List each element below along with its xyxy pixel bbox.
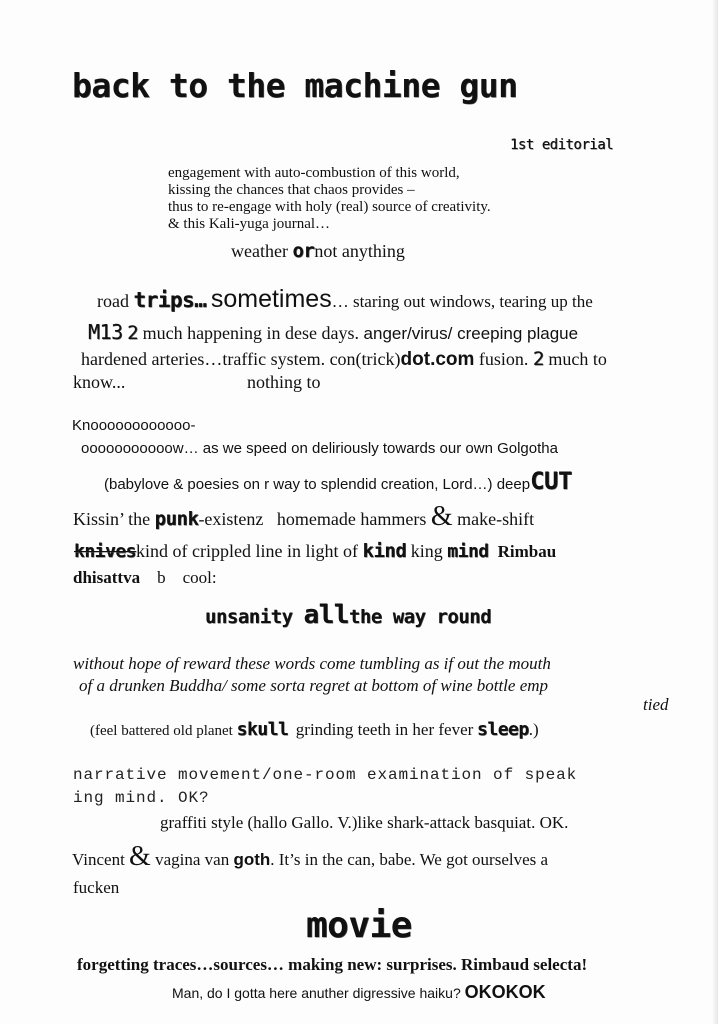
two-word: 2 — [127, 322, 139, 344]
babylove-text: (babylove & poesies on r way to splendid creation, Lord…) deep — [104, 476, 531, 493]
two-word-2: 2 — [532, 348, 544, 370]
weather-rest: not anything — [314, 241, 405, 261]
unsanity-line — [205, 600, 491, 630]
m13-word: M13 — [88, 320, 123, 344]
rimbau-word: Rimbau — [497, 542, 557, 561]
okokok-word: OKOKOK — [464, 982, 546, 1002]
goth-word: goth — [233, 850, 271, 869]
fusion-word: fusion. — [478, 349, 529, 369]
m13-line — [88, 320, 578, 344]
knives-word: knives — [74, 541, 137, 562]
arteries-line — [81, 348, 607, 371]
battered-end: .) — [528, 720, 539, 739]
road-word: road — [97, 291, 129, 311]
page-edge-shadow — [712, 0, 718, 1024]
movie-word: movie — [306, 905, 412, 946]
kissin-text: Kissin’ the — [73, 509, 151, 529]
knoo-line-1: Knoooooooooooo- — [72, 417, 196, 434]
vincent-word: Vincent — [72, 850, 125, 869]
road-rest: … staring out windows, tearing up the — [331, 292, 593, 311]
the-way-round: the way round — [348, 606, 492, 628]
intro-line-4: & this Kali-yuga journal… — [168, 216, 331, 232]
much-happening: much happening in dese days. — [142, 323, 360, 343]
fucken-word: fucken — [73, 878, 120, 897]
haiku-text: Man, do I gotta here anuther digressive haiku? — [172, 985, 461, 1001]
punk-word: punk — [154, 508, 199, 530]
all-word: all — [303, 600, 349, 630]
sometimes-word: sometimes — [210, 285, 332, 313]
kind-word: kind — [362, 540, 407, 562]
cool-word: cool: — [182, 568, 217, 587]
cut-word: CUT — [530, 467, 572, 495]
hammers-text: homemade hammers — [276, 509, 427, 529]
mind-word: mind — [447, 541, 489, 562]
intro-block — [168, 165, 491, 233]
anger-virus: anger/virus/ creeping plague — [363, 324, 579, 343]
narrative-line-2: ing mind. OK? — [73, 789, 210, 807]
weather-word: weather — [231, 241, 288, 261]
existenz-text: -existenz — [198, 509, 264, 529]
make-shift-text: make-shift — [457, 509, 535, 529]
skull-word: skull — [236, 719, 289, 740]
king-word: king — [410, 541, 443, 561]
grinding-text: grinding teeth in her fever — [295, 720, 474, 739]
battered-line — [90, 719, 539, 740]
vagina-text: vagina van — [155, 850, 230, 869]
can-text: . It’s in the can, babe. We got ourselves a — [270, 850, 549, 869]
battered-text: (feel battered old planet — [90, 723, 233, 739]
know-word: know... — [73, 372, 126, 392]
forgetting-line: forgetting traces…sources… making new: surprises. Rimbaud selecta! — [77, 955, 588, 974]
unsanity-word: unsanity — [205, 606, 293, 628]
kissin-line — [73, 501, 535, 532]
intro-line-1: engagement with auto-combustion of this world, — [168, 165, 460, 181]
weather-line — [231, 240, 405, 262]
much-to: much to — [548, 349, 607, 369]
nothing-to: nothing to — [247, 372, 321, 392]
b-word: b — [157, 568, 166, 587]
knoo-line-2: ooooooooooow… as we speed on deliriously towards our own Golgotha — [81, 440, 558, 457]
babylove-line — [104, 467, 572, 495]
intro-line-3: thus to re-engage with holy (real) source of creativity. — [168, 199, 491, 215]
italic-line-1: without hope of reward these words come tumbling as if out the mouth — [73, 654, 551, 673]
dhisattva-line — [73, 568, 217, 588]
graffiti-line: graffiti style (hallo Gallo. V.)like shark-attack basquiat. OK. — [160, 813, 569, 832]
trips-word: trips… — [133, 288, 207, 312]
italic-line-3: tied — [643, 695, 669, 714]
vincent-line — [72, 841, 549, 872]
arteries-text: hardened arteries…traffic system. con(trick) — [81, 349, 401, 369]
road-trips-line — [97, 285, 593, 314]
dotcom-word: dot.com — [400, 349, 475, 370]
crippled-text: kind of crippled line in light of — [136, 541, 358, 561]
ampersand-2: & — [129, 841, 151, 872]
knives-line — [74, 540, 556, 562]
subtitle: 1st editorial — [510, 137, 614, 153]
haiku-line — [172, 982, 546, 1003]
intro-line-2: kissing the chances that chaos provides – — [168, 182, 415, 198]
dhisattva-word: dhisattva — [73, 568, 141, 587]
sleep-word: sleep — [477, 719, 529, 740]
italic-line-2: of a drunken Buddha/ some sorta regret at bottom of wine bottle emp — [79, 676, 549, 695]
or-word: or — [292, 240, 315, 262]
ampersand-1: & — [430, 501, 453, 532]
title: back to the machine gun — [72, 66, 518, 105]
narrative-line-1: narrative movement/one-room examination of speak — [73, 766, 578, 784]
